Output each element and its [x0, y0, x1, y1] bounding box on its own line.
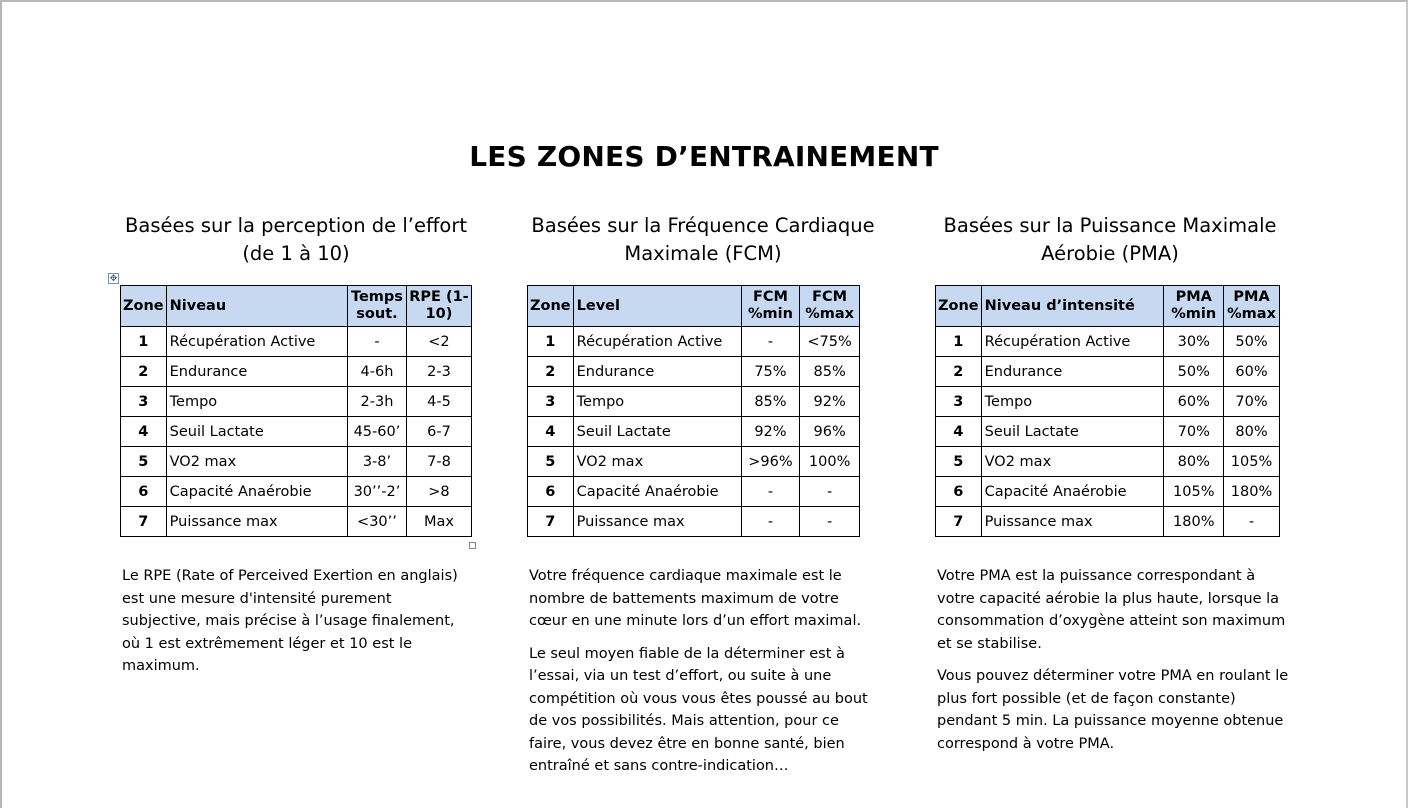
fcm-description	[529, 565, 874, 788]
table-row	[121, 477, 472, 507]
value-cell: 4-5	[406, 387, 471, 417]
zone-cell: 4	[121, 417, 167, 447]
value-cell: 2-3h	[348, 387, 407, 417]
value-cell: -	[1224, 507, 1280, 537]
rpe-zones-table	[120, 285, 472, 537]
value-cell: 60%	[1224, 357, 1280, 387]
paragraph: Votre fréquence cardiaque maximale est le nombre de battements maximum de votre cœur en une minute lors d’un effort maximal.	[529, 568, 862, 629]
header-col3: PMA %min	[1164, 286, 1224, 327]
zone-cell: 2	[528, 357, 574, 387]
value-cell: -	[800, 507, 860, 537]
pma-section-heading	[924, 212, 1296, 268]
level-cell: Seuil Lactate	[981, 417, 1164, 447]
zone-cell: 4	[936, 417, 982, 447]
value-cell: 7-8	[406, 447, 471, 477]
level-cell: Tempo	[166, 387, 347, 417]
value-cell: -	[741, 477, 800, 507]
value-cell: 105%	[1224, 447, 1280, 477]
header-col3: FCM %min	[741, 286, 800, 327]
fcm-zones-table	[527, 285, 860, 537]
zone-cell: 5	[936, 447, 982, 477]
fcm-section-heading	[517, 212, 889, 268]
table-row	[121, 447, 472, 477]
heading-line: Basées sur la perception de l’effort	[125, 214, 467, 237]
level-cell: VO2 max	[981, 447, 1164, 477]
value-cell: 3-8’	[348, 447, 407, 477]
value-cell: 50%	[1164, 357, 1224, 387]
header-level: Niveau d’intensité	[981, 286, 1164, 327]
zone-cell: 6	[528, 477, 574, 507]
zone-cell: 1	[936, 327, 982, 357]
level-cell: Puissance max	[981, 507, 1164, 537]
value-cell: 60%	[1164, 387, 1224, 417]
value-cell: 96%	[800, 417, 860, 447]
table-header-row	[121, 286, 472, 327]
paragraph: Vous pouvez déterminer votre PMA en roulant le plus fort possible (et de façon constante) pendant 5 min. La puissance moyenne obtenue correspond à votre PMA.	[937, 668, 1289, 752]
value-cell: 92%	[741, 417, 800, 447]
level-cell: Seuil Lactate	[166, 417, 347, 447]
value-cell: 180%	[1224, 477, 1280, 507]
zone-cell: 3	[121, 387, 167, 417]
value-cell: <75%	[800, 327, 860, 357]
header-col4: PMA %max	[1224, 286, 1280, 327]
zone-cell: 1	[528, 327, 574, 357]
heading-line: Maximale (FCM)	[624, 242, 782, 265]
table-row	[121, 507, 472, 537]
table-row	[528, 357, 860, 387]
value-cell: -	[741, 327, 800, 357]
value-cell: 70%	[1224, 387, 1280, 417]
heading-line: Basées sur la Fréquence Cardiaque	[531, 214, 875, 237]
value-cell: 85%	[741, 387, 800, 417]
value-cell: 75%	[741, 357, 800, 387]
paragraph: Le seul moyen fiable de la déterminer est à l’essai, via un test d’effort, ou suite à une compétition où vous vous êtes poussé au bout de vos possibilités. Mais attention, pour ce faire, vous devez être en bonne santé, bien entraîné et sans contre-indication…	[529, 645, 868, 774]
value-cell: <2	[406, 327, 471, 357]
level-cell: Récupération Active	[166, 327, 347, 357]
pma-description	[937, 565, 1292, 765]
level-cell: Tempo	[573, 387, 741, 417]
rpe-description	[122, 565, 472, 688]
table-row	[528, 417, 860, 447]
table-row	[936, 477, 1280, 507]
value-cell: 2-3	[406, 357, 471, 387]
level-cell: Endurance	[981, 357, 1164, 387]
value-cell: 80%	[1164, 447, 1224, 477]
header-col3: Temps sout.	[348, 286, 407, 327]
header-zone: Zone	[528, 286, 574, 327]
value-cell: 30’’-2’	[348, 477, 407, 507]
value-cell: 4-6h	[348, 357, 407, 387]
value-cell: -	[741, 507, 800, 537]
heading-line: Aérobie (PMA)	[1041, 242, 1179, 265]
table-move-handle-icon[interactable]: ✥	[109, 273, 118, 283]
paragraph: Votre PMA est la puissance correspondant à votre capacité aérobie la plus haute, lorsque la consommation d’oxygène atteint son maximum et se stabilise.	[937, 568, 1286, 652]
level-cell: Puissance max	[166, 507, 347, 537]
table-row	[936, 507, 1280, 537]
zone-cell: 7	[528, 507, 574, 537]
zone-cell: 2	[936, 357, 982, 387]
table-row	[121, 327, 472, 357]
value-cell: <30’’	[348, 507, 407, 537]
level-cell: Tempo	[981, 387, 1164, 417]
value-cell: 45-60’	[348, 417, 407, 447]
rpe-section-heading	[110, 212, 482, 268]
table-row	[528, 387, 860, 417]
level-cell: Capacité Anaérobie	[981, 477, 1164, 507]
table-row	[528, 327, 860, 357]
zone-cell: 3	[936, 387, 982, 417]
header-zone: Zone	[121, 286, 167, 327]
level-cell: Capacité Anaérobie	[166, 477, 347, 507]
zone-cell: 5	[121, 447, 167, 477]
table-row	[528, 477, 860, 507]
pma-zones-table	[935, 285, 1280, 537]
value-cell: 180%	[1164, 507, 1224, 537]
level-cell: Endurance	[166, 357, 347, 387]
table-row	[528, 447, 860, 477]
zone-cell: 6	[121, 477, 167, 507]
paragraph: Le RPE (Rate of Perceived Exertion en anglais) est une mesure d'intensité purement subjective, mais précise à l’usage finalement, où 1 est extrêmement léger et 10 est le maximum.	[122, 568, 458, 674]
zone-cell: 7	[936, 507, 982, 537]
value-cell: 30%	[1164, 327, 1224, 357]
level-cell: Endurance	[573, 357, 741, 387]
table-resize-handle[interactable]	[469, 542, 476, 549]
header-col4: RPE (1-10)	[406, 286, 471, 327]
level-cell: Récupération Active	[573, 327, 741, 357]
table-row	[936, 357, 1280, 387]
value-cell: Max	[406, 507, 471, 537]
value-cell: 80%	[1224, 417, 1280, 447]
value-cell: 92%	[800, 387, 860, 417]
table-row	[528, 507, 860, 537]
table-row	[936, 387, 1280, 417]
value-cell: -	[800, 477, 860, 507]
value-cell: 85%	[800, 357, 860, 387]
table-header-row	[936, 286, 1280, 327]
table-row	[936, 447, 1280, 477]
value-cell: 6-7	[406, 417, 471, 447]
level-cell: Puissance max	[573, 507, 741, 537]
zone-cell: 4	[528, 417, 574, 447]
level-cell: VO2 max	[573, 447, 741, 477]
header-zone: Zone	[936, 286, 982, 327]
level-cell: Capacité Anaérobie	[573, 477, 741, 507]
zone-cell: 5	[528, 447, 574, 477]
table-row	[121, 387, 472, 417]
value-cell: >96%	[741, 447, 800, 477]
value-cell: 100%	[800, 447, 860, 477]
zone-cell: 7	[121, 507, 167, 537]
level-cell: Seuil Lactate	[573, 417, 741, 447]
table-header-row	[528, 286, 860, 327]
zone-cell: 3	[528, 387, 574, 417]
value-cell: 50%	[1224, 327, 1280, 357]
table-row	[936, 327, 1280, 357]
table-row	[936, 417, 1280, 447]
header-level: Level	[573, 286, 741, 327]
page-title: LES ZONES D’ENTRAINEMENT	[469, 140, 939, 173]
value-cell: 70%	[1164, 417, 1224, 447]
zone-cell: 6	[936, 477, 982, 507]
value-cell: -	[348, 327, 407, 357]
zone-cell: 1	[121, 327, 167, 357]
value-cell: 105%	[1164, 477, 1224, 507]
table-row	[121, 357, 472, 387]
level-cell: Récupération Active	[981, 327, 1164, 357]
table-row	[121, 417, 472, 447]
level-cell: VO2 max	[166, 447, 347, 477]
header-level: Niveau	[166, 286, 347, 327]
value-cell: >8	[406, 477, 471, 507]
header-col4: FCM %max	[800, 286, 860, 327]
heading-line: Basées sur la Puissance Maximale	[943, 214, 1277, 237]
heading-line: (de 1 à 10)	[242, 242, 350, 265]
zone-cell: 2	[121, 357, 167, 387]
